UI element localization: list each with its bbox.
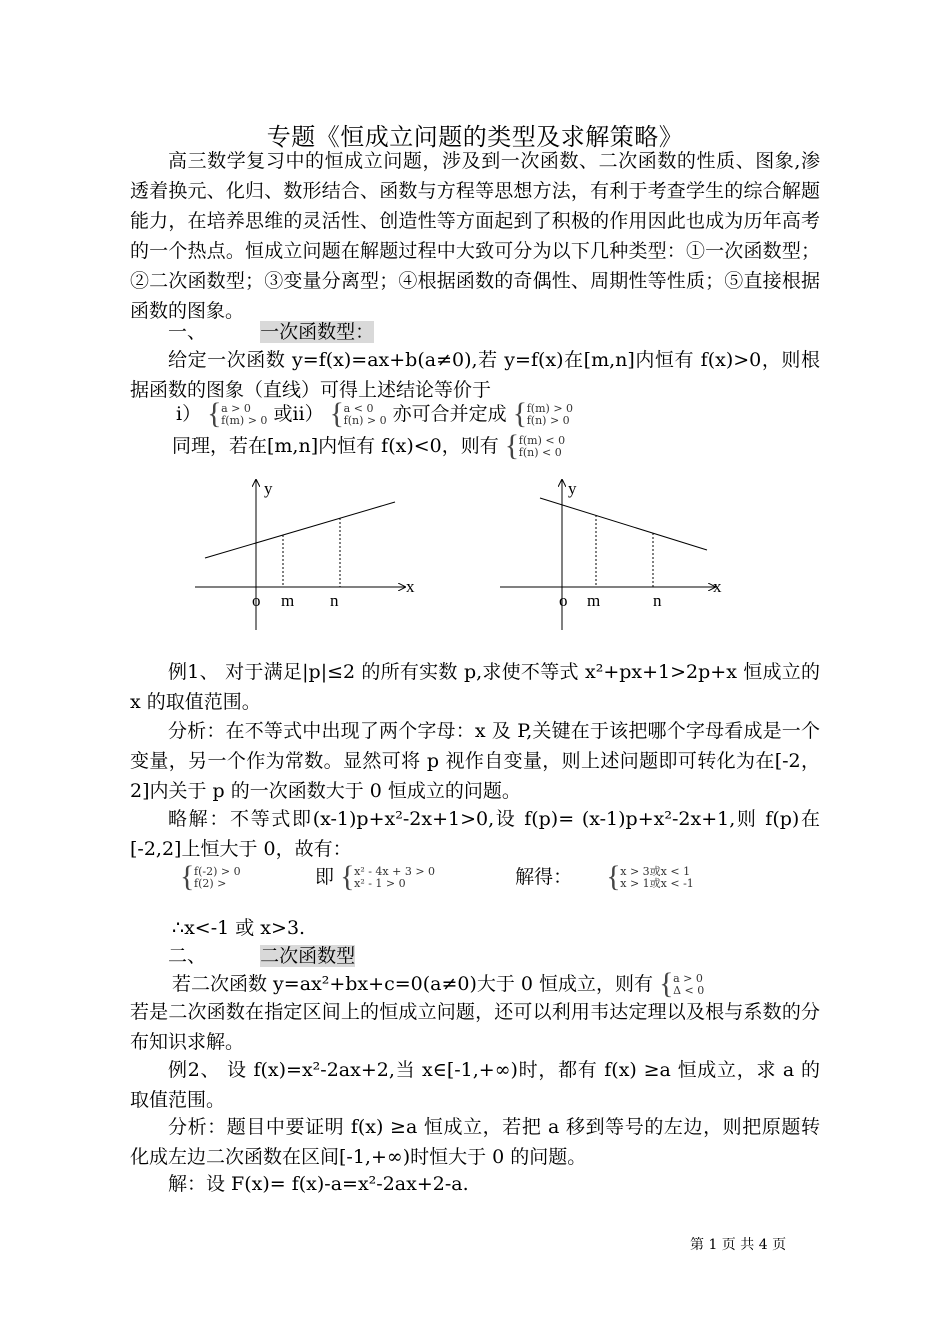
example2-question: 例2、 设 f(x)=x²-2ax+2,当 x∈[-1,+∞)时，都有 f(x) ≥a 恒成立，求 a 的取值范围。 (130, 1059, 820, 1111)
m-label: m (587, 591, 601, 610)
section2-text2: 若是二次函数在指定区间上的恒成立问题，还可以利用韦达定理以及根与系数的分布知识求解。 (130, 1001, 820, 1053)
example1-analysis: 分析：在不等式中出现了两个字母：x 及 P,关键在于该把哪个字母看成是一个变量，另一个作为常数。显然可将 p 视作自变量，则上述问题即可转化为在[-2，2]内关于 p 的一次函数大于 0 恒成立的问题。 (130, 720, 820, 802)
case-merge-label: 亦可合并定成 (392, 403, 507, 425)
example1-question: 例1、 对于满足|p|≤2 的所有实数 p,求使不等式 x²+px+1>2p+x 恒成立的 x 的取值范围。 (130, 661, 820, 713)
m-label: m (281, 591, 295, 610)
x-label: x (406, 577, 415, 596)
section1-title: 一次函数型： (260, 321, 375, 343)
page-footer: 第 1 页 共 4 页 (690, 1237, 787, 1253)
similar-line (172, 432, 565, 460)
similar-text: 同理，若在[m,n]内恒有 f(x)<0，则有 (172, 435, 499, 457)
similar-system: { f(m) < 0 f(n) < 0 (505, 435, 565, 459)
graph-increasing (190, 470, 430, 635)
section1-text: 给定一次函数 y=f(x)=ax+b(a≠0),若 y=f(x)在[m,n]内恒有 f(x)>0，则根据函数的图象（直线）可得上述结论等价于 (130, 349, 820, 401)
system-f: { f(-2) > 0 f(2) > (180, 866, 309, 890)
section1-heading (168, 318, 374, 346)
section2-number: 二、 (168, 945, 207, 967)
n-label: n (653, 591, 662, 610)
ji-label: 即 (315, 866, 335, 888)
origin-label: o (252, 591, 261, 610)
section2-heading (168, 942, 355, 970)
example1-systems (180, 863, 694, 891)
jiede-label: 解得： (515, 866, 573, 888)
example2-solution: 解：设 F(x)= f(x)-a=x²-2ax+2-a. (168, 1173, 469, 1195)
example1-result: ∴x<-1 或 x>3. (172, 917, 306, 939)
example1-solution: 略解：不等式即(x-1)p+x²-2x+1>0,设 f(p)= (x-1)p+x²-2x+1,则 f(p)在[-2,2]上恒大于 0，故有： (130, 808, 820, 860)
case-or-label: 或ⅱ） (273, 403, 324, 425)
section2-text: 若二次函数 y=ax²+bx+c=0(a≠0)大于 0 恒成立，则有 (172, 973, 654, 995)
y-label: y (568, 479, 577, 498)
section2-title: 二次函数型 (260, 945, 356, 967)
example2-analysis: 分析：题目中要证明 f(x) ≥a 恒成立，若把 a 移到等号的左边，则把原题转化成左边二次函数在区间[-1,+∞)时恒大于 0 的问题。 (130, 1116, 820, 1168)
cases-line (176, 400, 573, 428)
case-ii-system: { a < 0 f(n) > 0 (330, 403, 387, 427)
system-solution: { x > 3或x < 1 x > 1或x < -1 (606, 866, 694, 890)
origin-label: o (559, 591, 568, 610)
case-merge-system: { f(m) > 0 f(n) > 0 (513, 403, 573, 427)
section2-line (172, 970, 704, 998)
case-i-label: ⅰ） (176, 403, 202, 425)
section2-system: { a > 0 Δ < 0 (659, 973, 704, 997)
section1-number: 一、 (168, 321, 207, 343)
y-label: y (264, 479, 273, 498)
x-label: x (713, 577, 722, 596)
case-i-system: { a > 0 f(m) > 0 (207, 403, 267, 427)
page-title: 专题《恒成立问题的类型及求解策略》 (266, 123, 684, 151)
system-x: { x² - 4x + 3 > 0 x² - 1 > 0 (340, 866, 509, 890)
linear-function-line (205, 502, 395, 558)
graph-decreasing (495, 470, 735, 635)
n-label: n (330, 591, 339, 610)
intro-paragraph: 高三数学复习中的恒成立问题，涉及到一次函数、二次函数的性质、图象,渗透着换元、化归、数形结合、函数与方程等思想方法，有利于考查学生的综合解题能力，在培养思维的灵活性、创造性等方面起到了积极的作用因此也成为历年高考的一个热点。恒成立问题在解题过程中大致可分为以下几种类型：①一次函数型；②二次函数型；③变量分离型；④根据函数的奇偶性、周期性等性质；⑤直接根据函数的图象。 (130, 150, 820, 322)
linear-function-line (540, 498, 707, 550)
